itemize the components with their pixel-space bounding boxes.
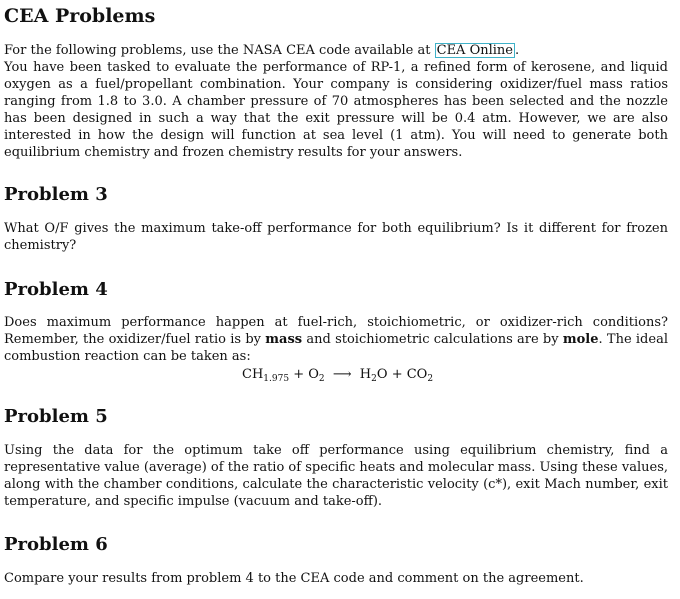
problem-4-heading: Problem 4 <box>4 279 108 300</box>
intro-line1: For the following problems, use the NASA CEA code available at <box>4 43 431 58</box>
problem-6-heading: Problem 6 <box>4 534 108 555</box>
problem-3-heading: Problem 3 <box>4 184 108 205</box>
problem-5-text: Using the data for the optimum take off performance using equilibrium chemistry, find a representative value (average) of the ratio of specific heats and molecular mass. Using these values, along with the chamber conditions, calculate the characteristic velocity (c*), exit Mach number, exit temperature, and specific impulse (vacuum and take-off). <box>4 443 668 509</box>
eq-h2o-sub: 2 <box>371 374 377 384</box>
bold-mass: mass <box>265 332 303 347</box>
problem-3-text: What O/F gives the maximum take-off performance for both equilibrium? Is it different for frozen chemistry? <box>4 221 668 253</box>
eq-plus-co: + CO <box>391 367 428 382</box>
document-page <box>4 4 668 586</box>
problem-4-text-a: Does maximum performance happen at fuel-rich, stoichiometric, or oxidizer-rich conditions? Remember, the oxidizer/fuel ratio is by <box>4 315 668 347</box>
eq-co2-sub: 2 <box>427 374 434 384</box>
eq-h: H <box>359 367 372 382</box>
problem-4-text-b: and stoichiometric calculations are by <box>306 332 559 347</box>
problem-4-text-c: . The ideal combustion reaction can be taken as: <box>4 332 668 364</box>
problem-4-text <box>4 314 668 365</box>
problem-5-heading: Problem 5 <box>4 406 108 427</box>
eq-o: O <box>376 367 388 382</box>
eq-arrow: ⟶ <box>332 367 352 382</box>
eq-ch: CH <box>242 367 264 382</box>
cea-online-link[interactable]: CEA Online <box>436 43 513 58</box>
eq-plus-o: + O <box>293 367 319 382</box>
intro-link-suffix: . <box>515 43 520 58</box>
intro-body: You have been tasked to evaluate the performance of RP-1, a refined form of kerosene, and liquid oxygen as a fuel/propellant combination. Your company is considering oxidizer/fuel mass ratios ranging from 1.8 to 3.0. A chamber pressure of 70 atmospheres has been selected and the nozzle has been designed in such a way that the exit pressure will be 0.4 atm. However, we are also interested in how the design will function at sea level (1 atm). You will need to generate both equilibrium chemistry and frozen chemistry results for your answers. <box>4 60 668 160</box>
eq-ch-sub: 1.975 <box>263 374 290 384</box>
bold-mole: mole <box>562 332 599 347</box>
eq-o2-sub: 2 <box>318 374 325 384</box>
page-title: CEA Problems <box>4 5 156 27</box>
intro-paragraph <box>4 42 668 161</box>
problem-6-text: Compare your results from problem 4 to the CEA code and comment on the agreement. <box>4 571 584 586</box>
combustion-equation <box>242 366 433 388</box>
